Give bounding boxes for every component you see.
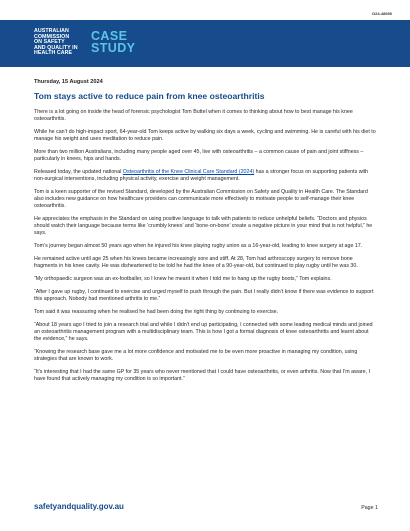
paragraph: “My orthopaedic surgeon was an ex-footballer, so I knew he meant it when I told me to hang up the rugby boots,” Tom explains. xyxy=(34,276,332,283)
logo-line: ON SAFETY xyxy=(34,39,65,46)
paragraph: He appreciates the emphasis in the Standard on using positive language to talk with patients to reduce unhelpful beliefs. “Doctors and physios should watch their language because terms like ‘crumbly knees’ and ‘bone-on-bone’ create a negative picture in your mind that is not helpful,” he says. xyxy=(34,216,373,237)
paragraph-with-link xyxy=(34,169,377,183)
logo-line: HEALTH CARE xyxy=(34,50,73,57)
case-study-line: CASE xyxy=(91,29,128,43)
paragraph: Tom is a keen supporter of the revised Standard, developed by the Australian Commission on Safety and Quality in Health Care. The Standard also includes new guidance on how healthcare providers can communicate more effectively to motivate people to self-manage their knee osteoarthritis. xyxy=(34,189,368,210)
case-study-label xyxy=(91,30,135,54)
paragraph-text: has a stronger focus on supporting patients with non-surgical interventions, including physical activity, exercise and weight management. xyxy=(34,169,369,183)
page-number: Page 1 xyxy=(361,505,378,511)
paragraph: “After I gave up rugby, I continued to exercise and urged myself to push through the pain. But I really didn’t know if there was evidence to support this approach. Nobody had mentioned arthritis to me.” xyxy=(34,288,374,303)
clinical-care-standard-link[interactable]: Osteoarthritis of the Knee Clinical Care Standard (2024) xyxy=(122,169,255,176)
paragraph: “It’s interesting that I had the same GP for 35 years who never mentioned that I could have osteoarthritis, or even arthritis. Now that I’m aware, I have found that actively managing my condition is so important.” xyxy=(34,368,371,382)
logo-line: AUSTRALIAN xyxy=(34,28,69,34)
paragraph: Tom’s journey began almost 50 years ago when he injured his knee playing rugby union as a 16-year-old, leading to knee surgery at age 17. xyxy=(34,243,363,250)
document-id: D24-48696 xyxy=(372,11,392,16)
paragraph: More than two million Australians, including many people aged over 45, live with osteoarthritis – a common cause of pain and joint stiffness – particularly in knees, hips and hands. xyxy=(34,149,364,163)
paragraph: While he can’t do high-impact sport, 64-year-old Tom keeps active by walking six days a week, cycling and swimming. He is careful with his diet to manage his weight and uses meditation to reduce pain. xyxy=(34,129,376,143)
commission-logo xyxy=(34,29,94,57)
article-body xyxy=(34,79,377,389)
header-banner xyxy=(0,20,410,67)
paragraph: “About 18 years ago I tried to join a research trial and while I didn’t end up participating, I connected with some leading medical minds and joined an osteoarthritis management program with a multidisciplinary team. This is how I got a formal diagnosis of knee osteoarthritis and learnt about the evidence,” he says. xyxy=(34,321,373,343)
paragraph-text: Released today, the updated national xyxy=(34,169,123,176)
article-date: Thursday, 15 August 2024 xyxy=(34,79,103,85)
paragraph: “Knowing the research base gave me a lot more confidence and motivated me to be even more proactive in managing my condition, using strategies that are known to work. xyxy=(34,348,358,362)
case-study-line: STUDY xyxy=(91,41,136,55)
logo-line: COMMISSION xyxy=(34,33,70,40)
footer-website-link[interactable]: safetyandquality.gov.au xyxy=(34,502,124,511)
paragraph: Tom said it was reassuring when he realised he had been doing the right thing by continuing to exercise. xyxy=(34,308,279,315)
article-title: Tom stays active to reduce pain from knee osteoarthritis xyxy=(34,91,265,102)
paragraph: He remained active until age 25 when his knees became increasingly sore and stiff. At 28, Tom had arthroscopy surgery to remove bone fragments in his knee cavity. He was disheartened to be told he had the knee of a 90-year-old, but continued to play rugby until he was 30. xyxy=(34,256,358,270)
paragraph: There is a lot going on inside the head of forensic psychologist Tom Buttel when it comes to thinking about how to best manage his knee osteoarthritis. xyxy=(34,109,353,123)
logo-line: AND QUALITY IN xyxy=(34,44,78,51)
